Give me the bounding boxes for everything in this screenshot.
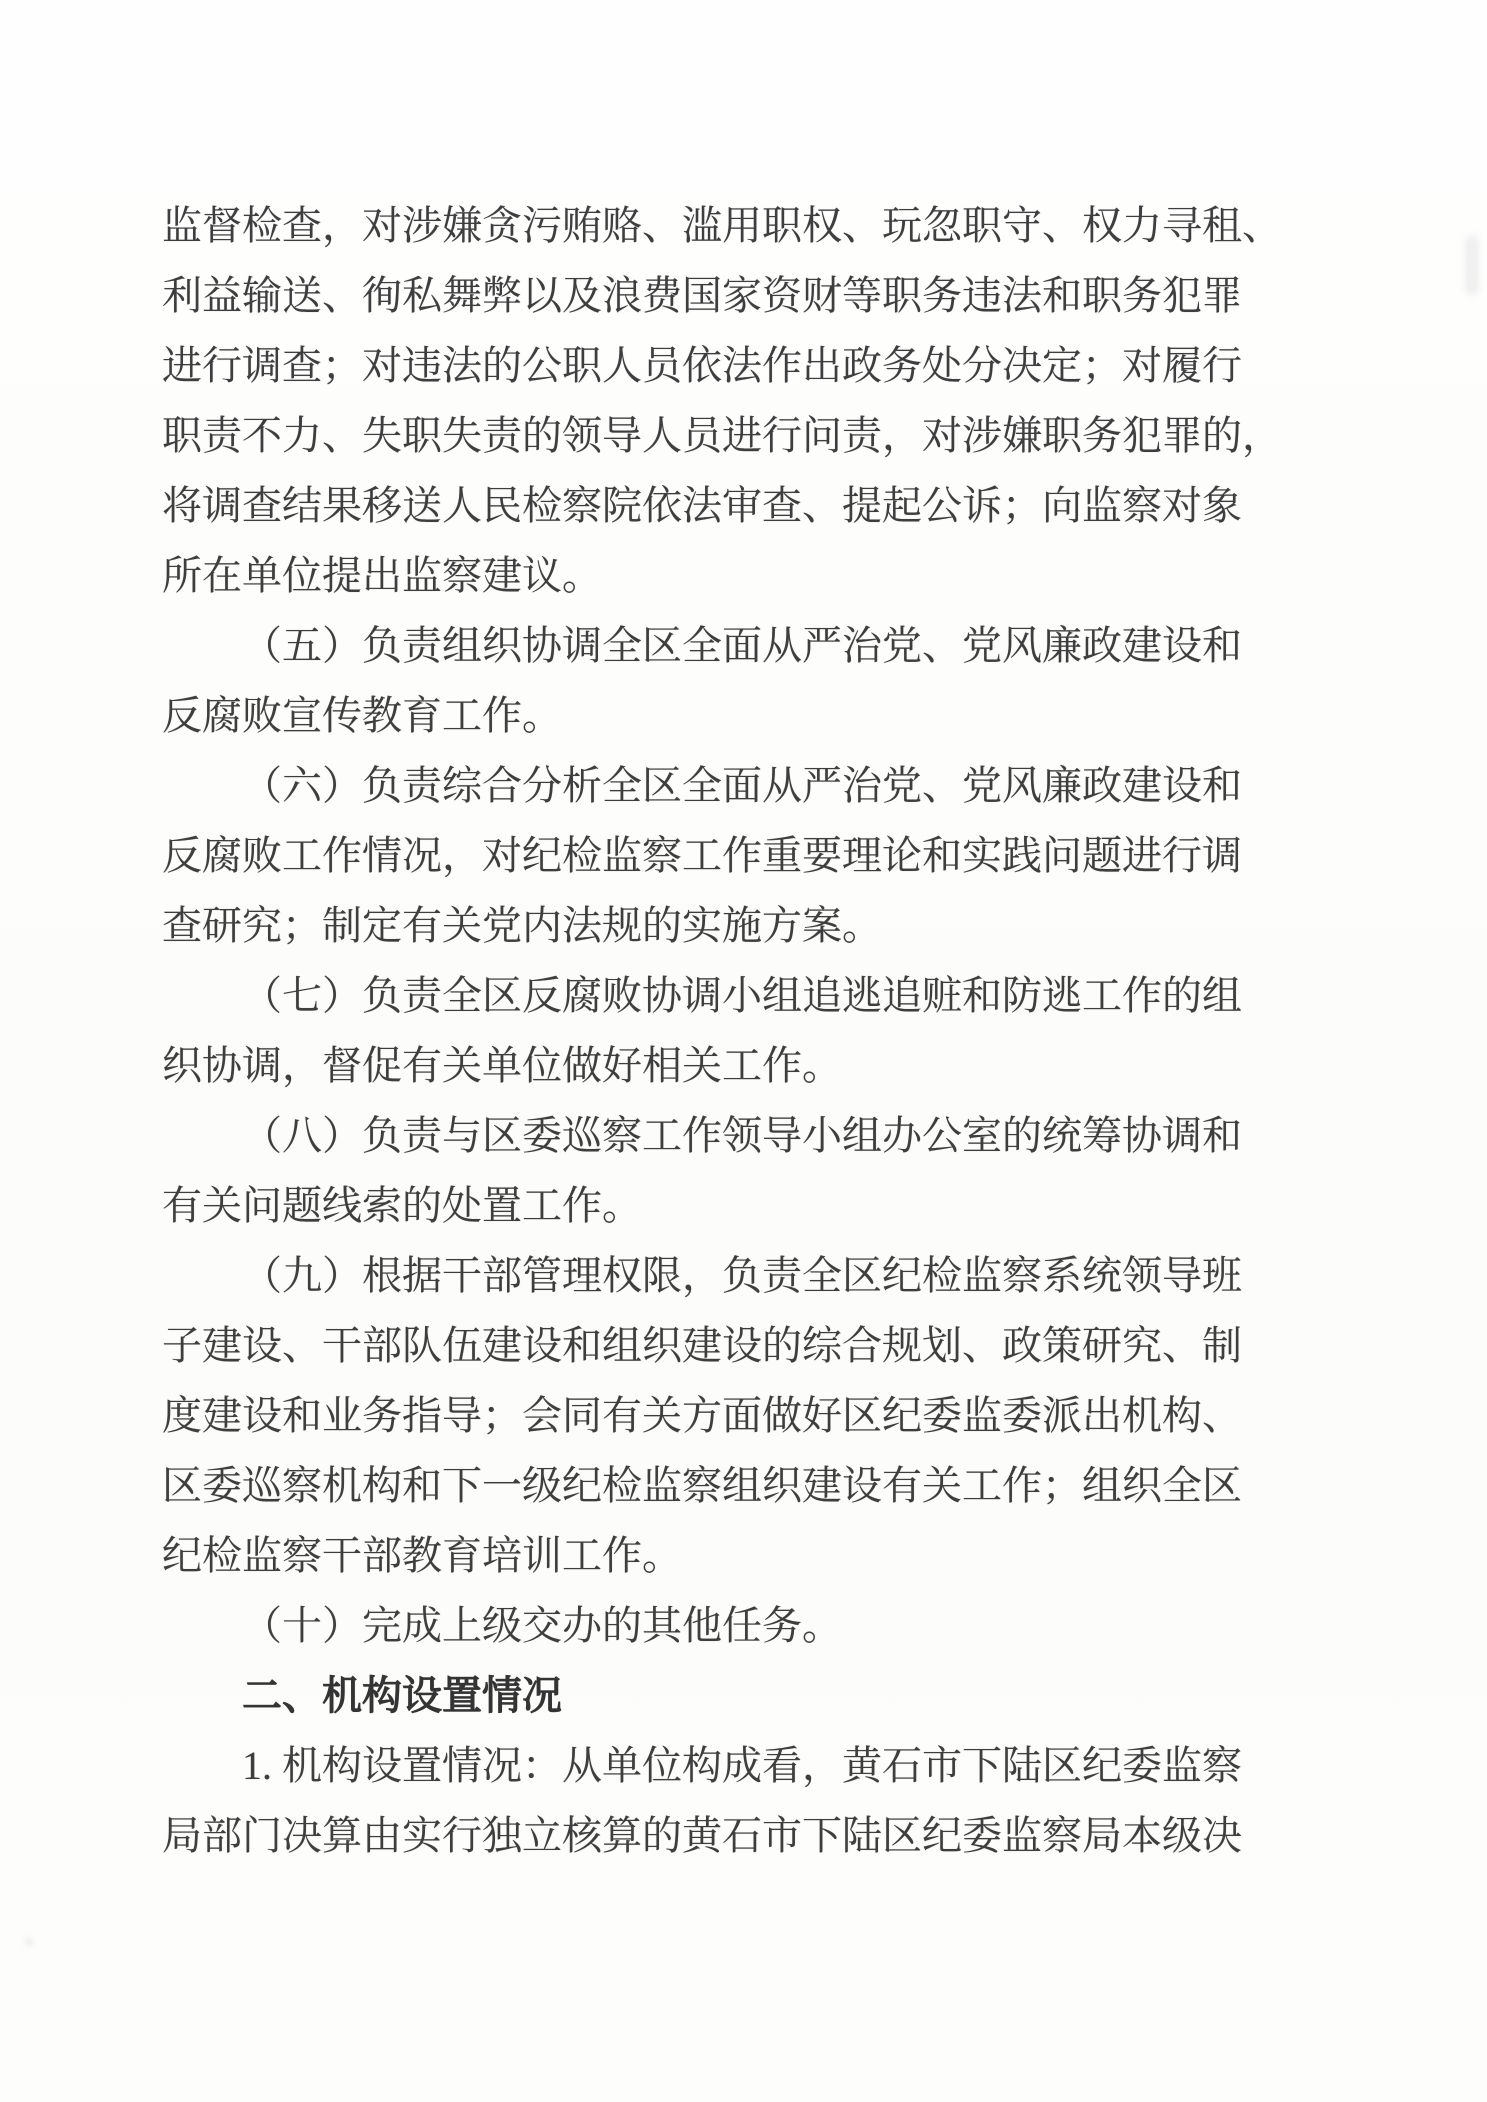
scan-dot-artifact <box>24 1938 34 1946</box>
text-line: 查研究；制定有关党内法规的实施方案。 <box>162 903 882 948</box>
text-line: 进行调查；对违法的公职人员依法作出政务处分决定；对履行 <box>162 343 1242 388</box>
text-line: （六）负责综合分析全区全面从严治党、党风廉政建设和 <box>242 763 1242 808</box>
text-line: 有关问题线索的处置工作。 <box>162 1183 642 1228</box>
text-line: （八）负责与区委巡察工作领导小组办公室的统筹协调和 <box>242 1113 1242 1158</box>
text-line: 反腐败宣传教育工作。 <box>162 693 562 738</box>
text-line: 局部门决算由实行独立核算的黄石市下陆区纪委监察局本级决 <box>162 1813 1242 1858</box>
text-line: 监督检查，对涉嫌贪污贿赂、滥用职权、玩忽职守、权力寻租、 <box>162 203 1282 248</box>
text-line: 织协调，督促有关单位做好相关工作。 <box>162 1043 842 1088</box>
text-line: 纪检监察干部教育培训工作。 <box>162 1533 682 1578</box>
document-body <box>162 191 1292 1871</box>
text-line: （五）负责组织协调全区全面从严治党、党风廉政建设和 <box>242 623 1242 668</box>
text-line: （七）负责全区反腐败协调小组追逃追赃和防逃工作的组 <box>242 973 1242 1018</box>
text-line: （九）根据干部管理权限，负责全区纪检监察系统领导班 <box>242 1253 1242 1298</box>
text-line: 将调查结果移送人民检察院依法审查、提起公诉；向监察对象 <box>162 483 1242 528</box>
text-line: 度建设和业务指导；会同有关方面做好区纪委监委派出机构、 <box>162 1393 1242 1438</box>
text-line: 1. 机构设置情况：从单位构成看，黄石市下陆区纪委监察 <box>242 1743 1242 1788</box>
text-line: 所在单位提出监察建议。 <box>162 553 602 598</box>
text-line: （十）完成上级交办的其他任务。 <box>242 1603 842 1648</box>
text-line: 区委巡察机构和下一级纪检监察组织建设有关工作；组织全区 <box>162 1463 1242 1508</box>
text-line: 二、机构设置情况 <box>242 1674 562 1718</box>
text-line: 利益输送、徇私舞弊以及浪费国家资财等职务违法和职务犯罪 <box>162 273 1242 318</box>
text-line: 子建设、干部队伍建设和组织建设的综合规划、政策研究、制 <box>162 1323 1242 1368</box>
text-line: 职责不力、失职失责的领导人员进行问责，对涉嫌职务犯罪的， <box>162 413 1282 458</box>
scan-smudge-artifact <box>1465 235 1479 295</box>
text-line: 反腐败工作情况，对纪检监察工作重要理论和实践问题进行调 <box>162 833 1242 878</box>
